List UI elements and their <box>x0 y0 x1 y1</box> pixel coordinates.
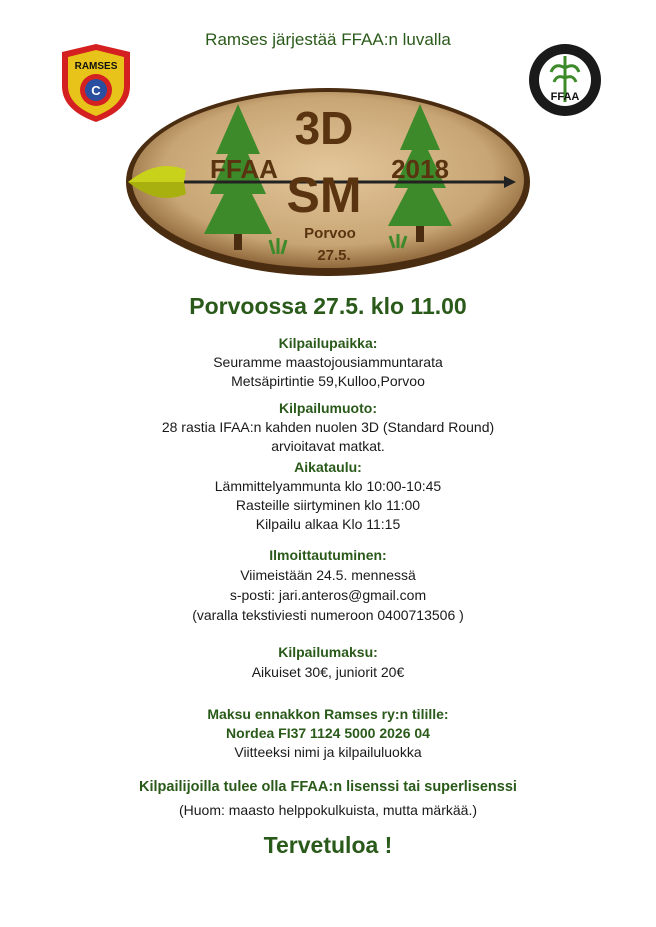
event-banner <box>124 84 532 280</box>
section-label: Kilpailumaksu: <box>278 644 378 660</box>
section-label: Aikataulu: <box>294 459 362 475</box>
terrain-note: (Huom: maasto helppokulkuista, mutta märkää.) <box>178 802 477 818</box>
section-venue <box>0 334 656 391</box>
payment-label: Maksu ennakkon Ramses ry:n tilille: <box>207 706 449 722</box>
event-title: Porvoossa 27.5. klo 11.00 <box>189 293 467 319</box>
section-label: Ilmoittautuminen: <box>269 547 387 563</box>
section-line: Lämmittelyammunta klo 10:00-10:45 <box>214 478 442 494</box>
section-format <box>0 399 656 456</box>
banner-place: Porvoo <box>304 225 356 242</box>
section-line: Kilpailu alkaa Klo 11:15 <box>255 516 401 532</box>
section-registration <box>0 545 656 625</box>
banner-sm: SM <box>286 167 362 223</box>
section-label: Kilpailupaikka: <box>278 335 378 351</box>
license-note: Kilpailijoilla tulee olla FFAA:n lisenssi tai superlisenssi <box>139 779 517 795</box>
ffaa-logo <box>527 42 603 118</box>
ramses-logo <box>58 42 134 124</box>
section-line: 28 rastia IFAA:n kahden nuolen 3D (Standard Round) <box>161 419 495 435</box>
payment-account: Nordea FI37 1124 5000 2026 04 <box>226 725 430 741</box>
ramses-logo-letter: C <box>91 83 101 98</box>
section-line: (varalla tekstiviesti numeroon 0400713506 ) <box>192 607 464 623</box>
banner-ffaa: FFAA <box>210 154 278 184</box>
section-label: Kilpailumuoto: <box>279 400 377 416</box>
email-line[interactable]: s-posti: jari.anteros@gmail.com <box>229 587 427 603</box>
section-line: Viimeistään 24.5. mennessä <box>240 567 416 583</box>
section-fee <box>0 642 656 682</box>
section-line: Rasteille siirtyminen klo 11:00 <box>235 497 421 513</box>
payment-reference: Viitteeksi nimi ja kilpailuluokka <box>234 744 422 760</box>
section-line: arvioitavat matkat. <box>271 438 385 454</box>
section-line: Seuramme maastojousiammuntarata <box>213 354 443 370</box>
header-text: Ramses järjestää FFAA:n luvalla <box>205 30 451 49</box>
ramses-logo-text: RAMSES <box>74 61 118 72</box>
section-payment <box>0 705 656 762</box>
section-line: Aikuiset 30€, juniorit 20€ <box>251 664 405 680</box>
ffaa-logo-text: FFAA <box>550 91 580 103</box>
banner-year: 2018 <box>391 154 449 184</box>
banner-3d: 3D <box>294 102 354 154</box>
section-schedule <box>0 458 656 534</box>
banner-date: 27.5. <box>317 247 351 264</box>
section-line: Metsäpirtintie 59,Kulloo,Porvoo <box>231 373 425 389</box>
welcome-text: Tervetuloa ! <box>263 832 393 858</box>
